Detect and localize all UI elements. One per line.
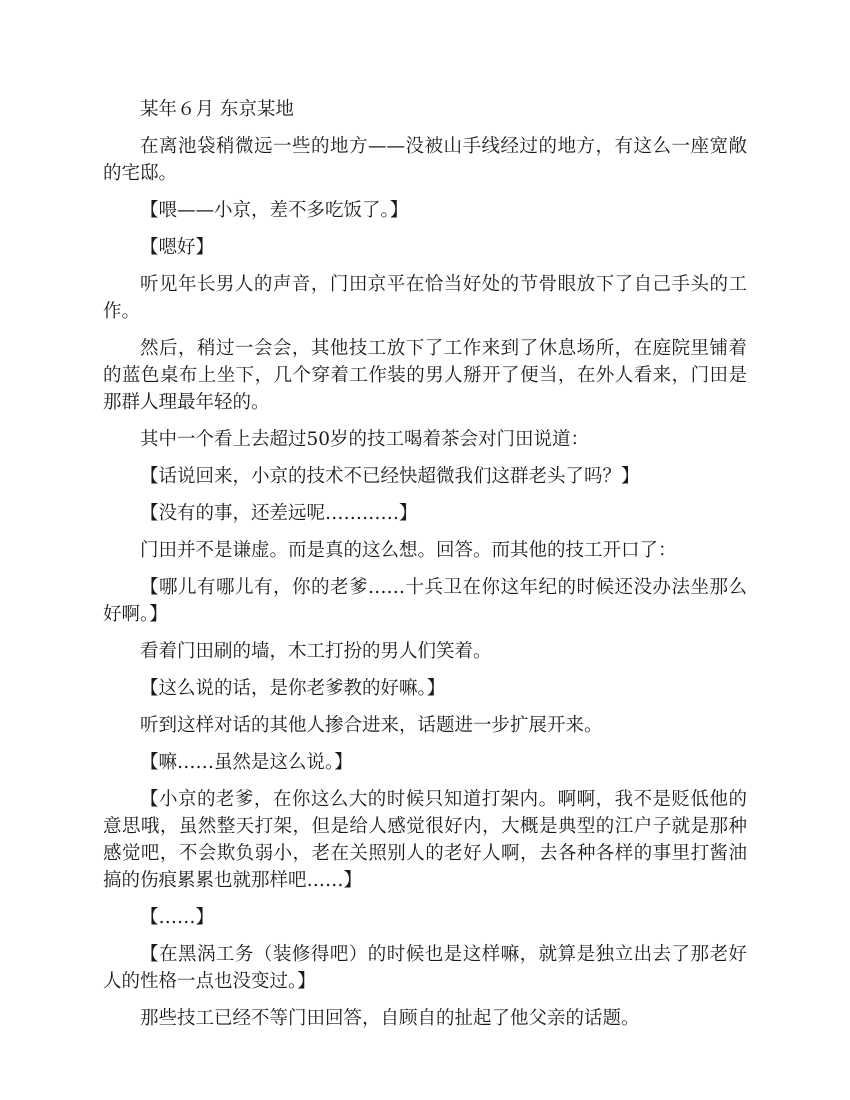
paragraph-dialogue: 【这么说的话，是你老爹教的好嘛。】 xyxy=(140,678,446,699)
paragraph-dialogue: 【小京的老爹，在你这么大的时候只知道打架内。啊啊，我不是贬低他的意思哦，虽然整天打架，但是给人感觉很好内，大概是典型的江户子就是那种感觉吧，不会欺负弱小，老在关照别人的老好人啊，去各种各样的事里打酱油搞的伤痕累累也就那样吧……】 xyxy=(103,789,747,891)
paragraph-narration: 其中一个看上去超过50岁的技工喝着茶会对门田说道： xyxy=(140,429,590,450)
paragraph-narration: 然后，稍过一会会，其他技工放下了工作来到了休息场所，在庭院里铺着的蓝色桌布上坐下，几个穿着工作装的男人掰开了便当，在外人看来，门田是那群人理最年轻的。 xyxy=(103,338,747,413)
document-page xyxy=(103,96,747,1042)
paragraph-narration: 在离池袋稍微远一些的地方——没被山手线经过的地方，有这么一座宽敞的宅邸。 xyxy=(103,136,747,184)
paragraph-narration: 听见年长男人的声音，门田京平在恰当好处的节骨眼放下了自己手头的工作。 xyxy=(103,274,747,322)
paragraph-narration: 门田并不是谦虚。而是真的这么想。回答。而其他的技工开口了： xyxy=(140,540,677,561)
heading-date-location: 某年６月 东京某地 xyxy=(140,99,294,120)
paragraph-dialogue: 【没有的事，还差远呢…………】 xyxy=(140,503,418,524)
paragraph-dialogue: 【……】 xyxy=(140,907,215,928)
paragraph-dialogue: 【嘛……虽然是这么说。】 xyxy=(140,752,353,773)
paragraph-dialogue: 【在黑涡工务（装修得吧）的时候也是这样嘛，就算是独立出去了那老好人的性格一点也没变过。】 xyxy=(103,944,747,992)
paragraph-narration: 听到这样对话的其他人掺合进来，话题进一步扩展开来。 xyxy=(140,715,603,736)
paragraph-dialogue: 【哪儿有哪儿有，你的老爹……十兵卫在你这年纪的时候还没办法坐那么好啊。】 xyxy=(103,577,747,625)
paragraph-narration: 那些技工已经不等门田回答，自顾自的扯起了他父亲的话题。 xyxy=(140,1008,640,1029)
paragraph-dialogue: 【喂——小京，差不多吃饭了。】 xyxy=(140,200,409,221)
paragraph-dialogue: 【话说回来，小京的技术不已经快超微我们这群老头了吗？】 xyxy=(140,466,640,487)
paragraph-narration: 看着门田刷的墙，木工打扮的男人们笑着。 xyxy=(140,641,492,662)
paragraph-dialogue: 【嗯好】 xyxy=(140,237,215,258)
